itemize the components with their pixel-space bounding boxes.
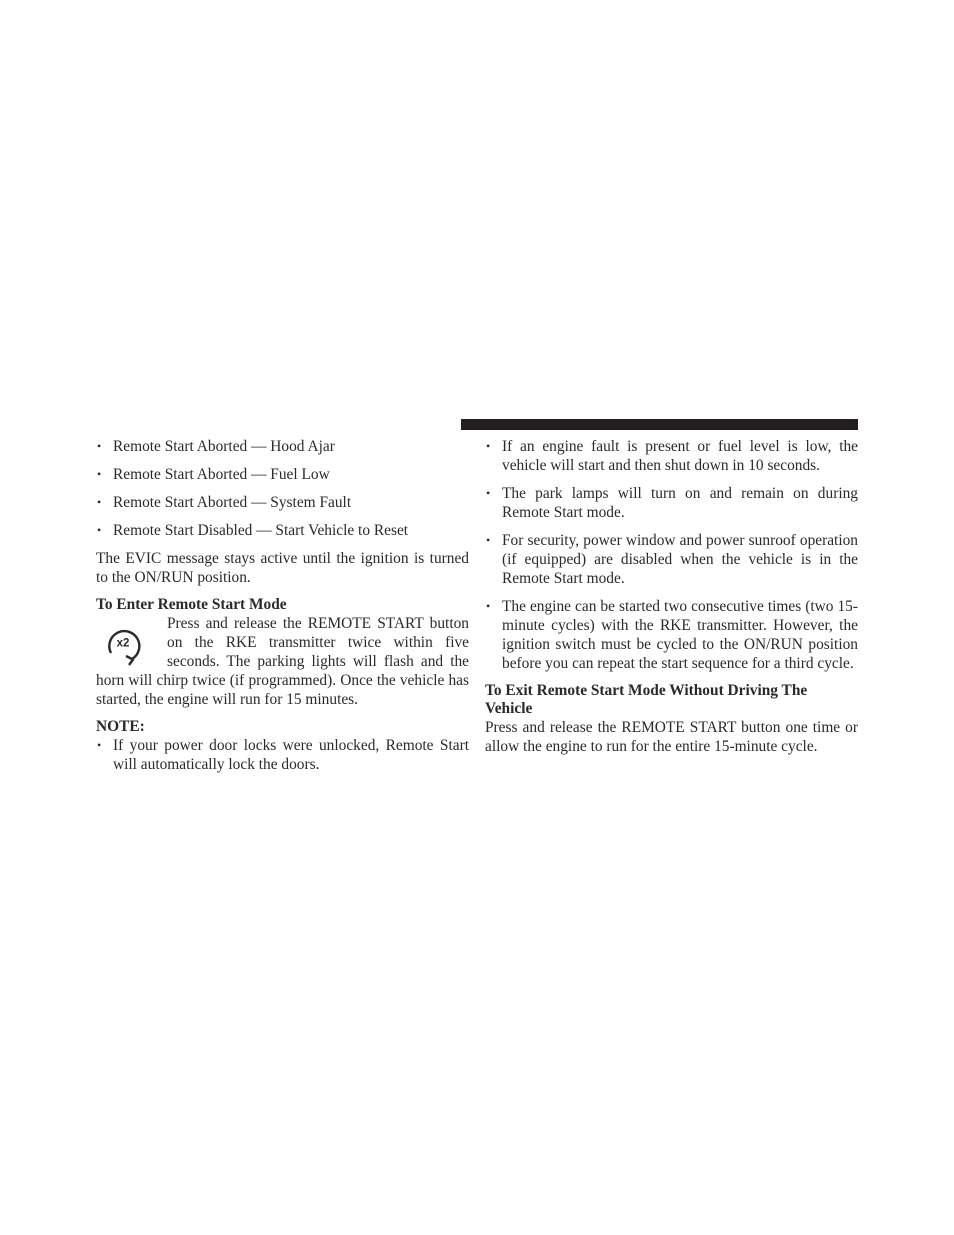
list-item: • Remote Start Aborted — Hood Ajar — [96, 437, 469, 456]
list-item: • Remote Start Aborted — Fuel Low — [96, 465, 469, 484]
aborted-message-list — [96, 437, 469, 540]
press-twice-icon-label: x2 — [116, 637, 130, 650]
enter-remote-start-paragraph: Press and release the REMOTE START button on the RKE transmitter twice within five seconds. The parking lights will flash and the horn will chirp twice (if programmed). Once the vehicle has started, the engine will run for 15 minutes. — [96, 615, 469, 708]
list-item: • Remote Start Aborted — System Fault — [96, 493, 469, 512]
enter-remote-start-heading: To Enter Remote Start Mode — [96, 596, 287, 613]
section-header-bar — [461, 419, 858, 430]
list-item: • For security, power window and power sunroof operation (if equipped) are disabled when the vehicle is in the Remote Start mode. — [485, 531, 858, 588]
remote-start-info-list — [485, 437, 858, 673]
evic-paragraph: The EVIC message stays active until the ignition is turned to the ON/RUN position. — [96, 550, 469, 586]
list-item: • Remote Start Disabled — Start Vehicle to Reset — [96, 521, 469, 540]
list-item: • The engine can be started two consecutive times (two 15-minute cycles) with the RKE transmitter. However, the ignition switch must be cycled to the ON/RUN position before you can repeat the start sequence for a third cycle. — [485, 597, 858, 673]
press-twice-icon — [102, 622, 146, 670]
exit-remote-start-paragraph: Press and release the REMOTE START button one time or allow the engine to run for the entire 15-minute cycle. — [485, 719, 858, 755]
list-item: • The park lamps will turn on and remain on during Remote Start mode. — [485, 484, 858, 522]
enter-remote-start-block — [96, 614, 469, 709]
list-item: • If an engine fault is present or fuel level is low, the vehicle will start and then shut down in 10 seconds. — [485, 437, 858, 475]
note-heading: NOTE: — [96, 718, 145, 735]
exit-remote-start-heading: To Exit Remote Start Mode Without Driving The Vehicle — [485, 682, 808, 717]
note-list — [96, 736, 469, 774]
list-item: • If your power door locks were unlocked, Remote Start will automatically lock the doors. — [96, 736, 469, 774]
left-column — [96, 437, 469, 774]
right-column — [485, 437, 858, 756]
